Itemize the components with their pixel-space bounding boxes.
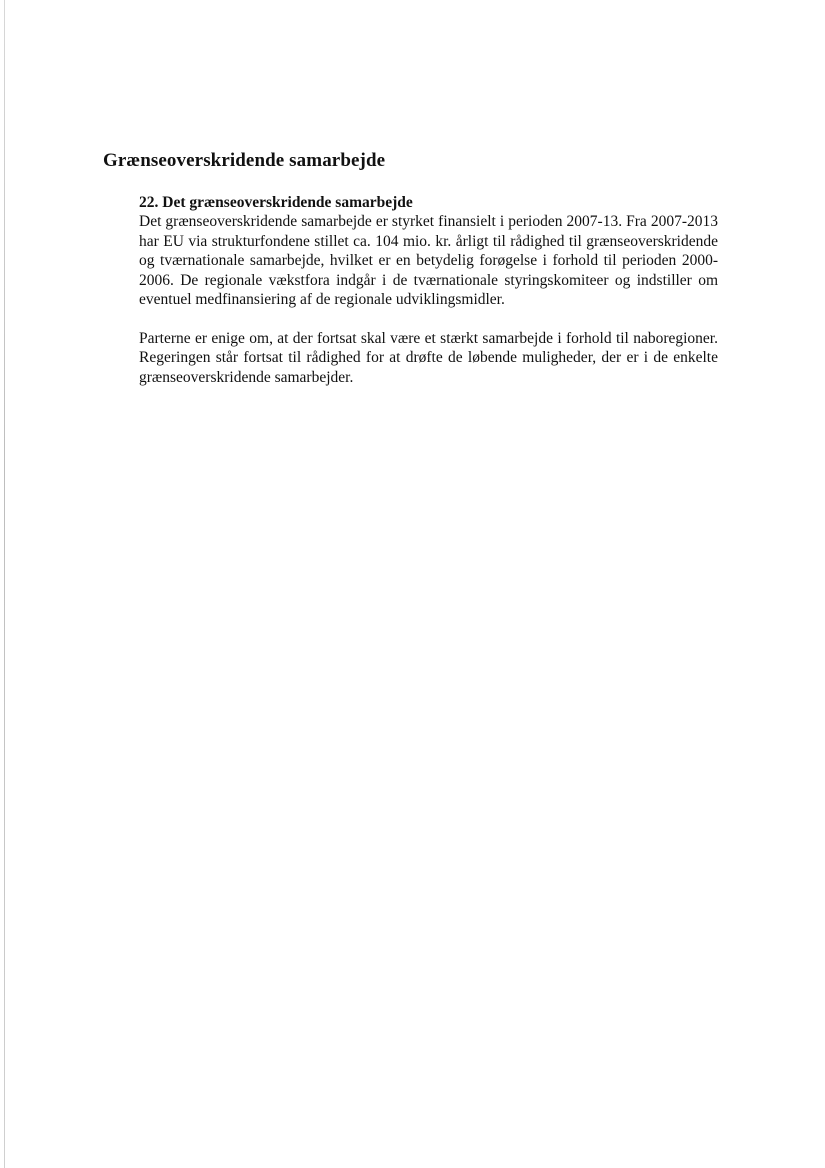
section-22 [139,193,718,387]
section-paragraph-2: Parterne er enige om, at der fortsat skal være et stærkt samarbejde i forhold til naboregioner. Regeringen står fortsat til rådighed for at drøfte de løbende muligheder, der er i de enkelte grænseoverskridende samarbejder. [139,329,718,386]
main-heading: Grænseoverskridende samarbejde [103,150,386,171]
section-paragraph-1: Det grænseoverskridende samarbejde er styrket finansielt i perioden 2007-13. Fra 2007-2013 har EU via strukturfondene stillet ca. 104 mio. kr. årligt til rådighed til grænseoverskridende og tværnationale samarbejde, hvilket er en betydelig forøgelse i forhold til perioden 2000-2006. De regionale vækstfora indgår i de tværnationale styringskomiteer og indstiller om eventuel medfinansiering af de regionale udviklingsmidler. [139,213,718,308]
scan-edge-line [4,0,5,1168]
section-heading: 22. Det grænseoverskridende samarbejde [139,194,413,211]
